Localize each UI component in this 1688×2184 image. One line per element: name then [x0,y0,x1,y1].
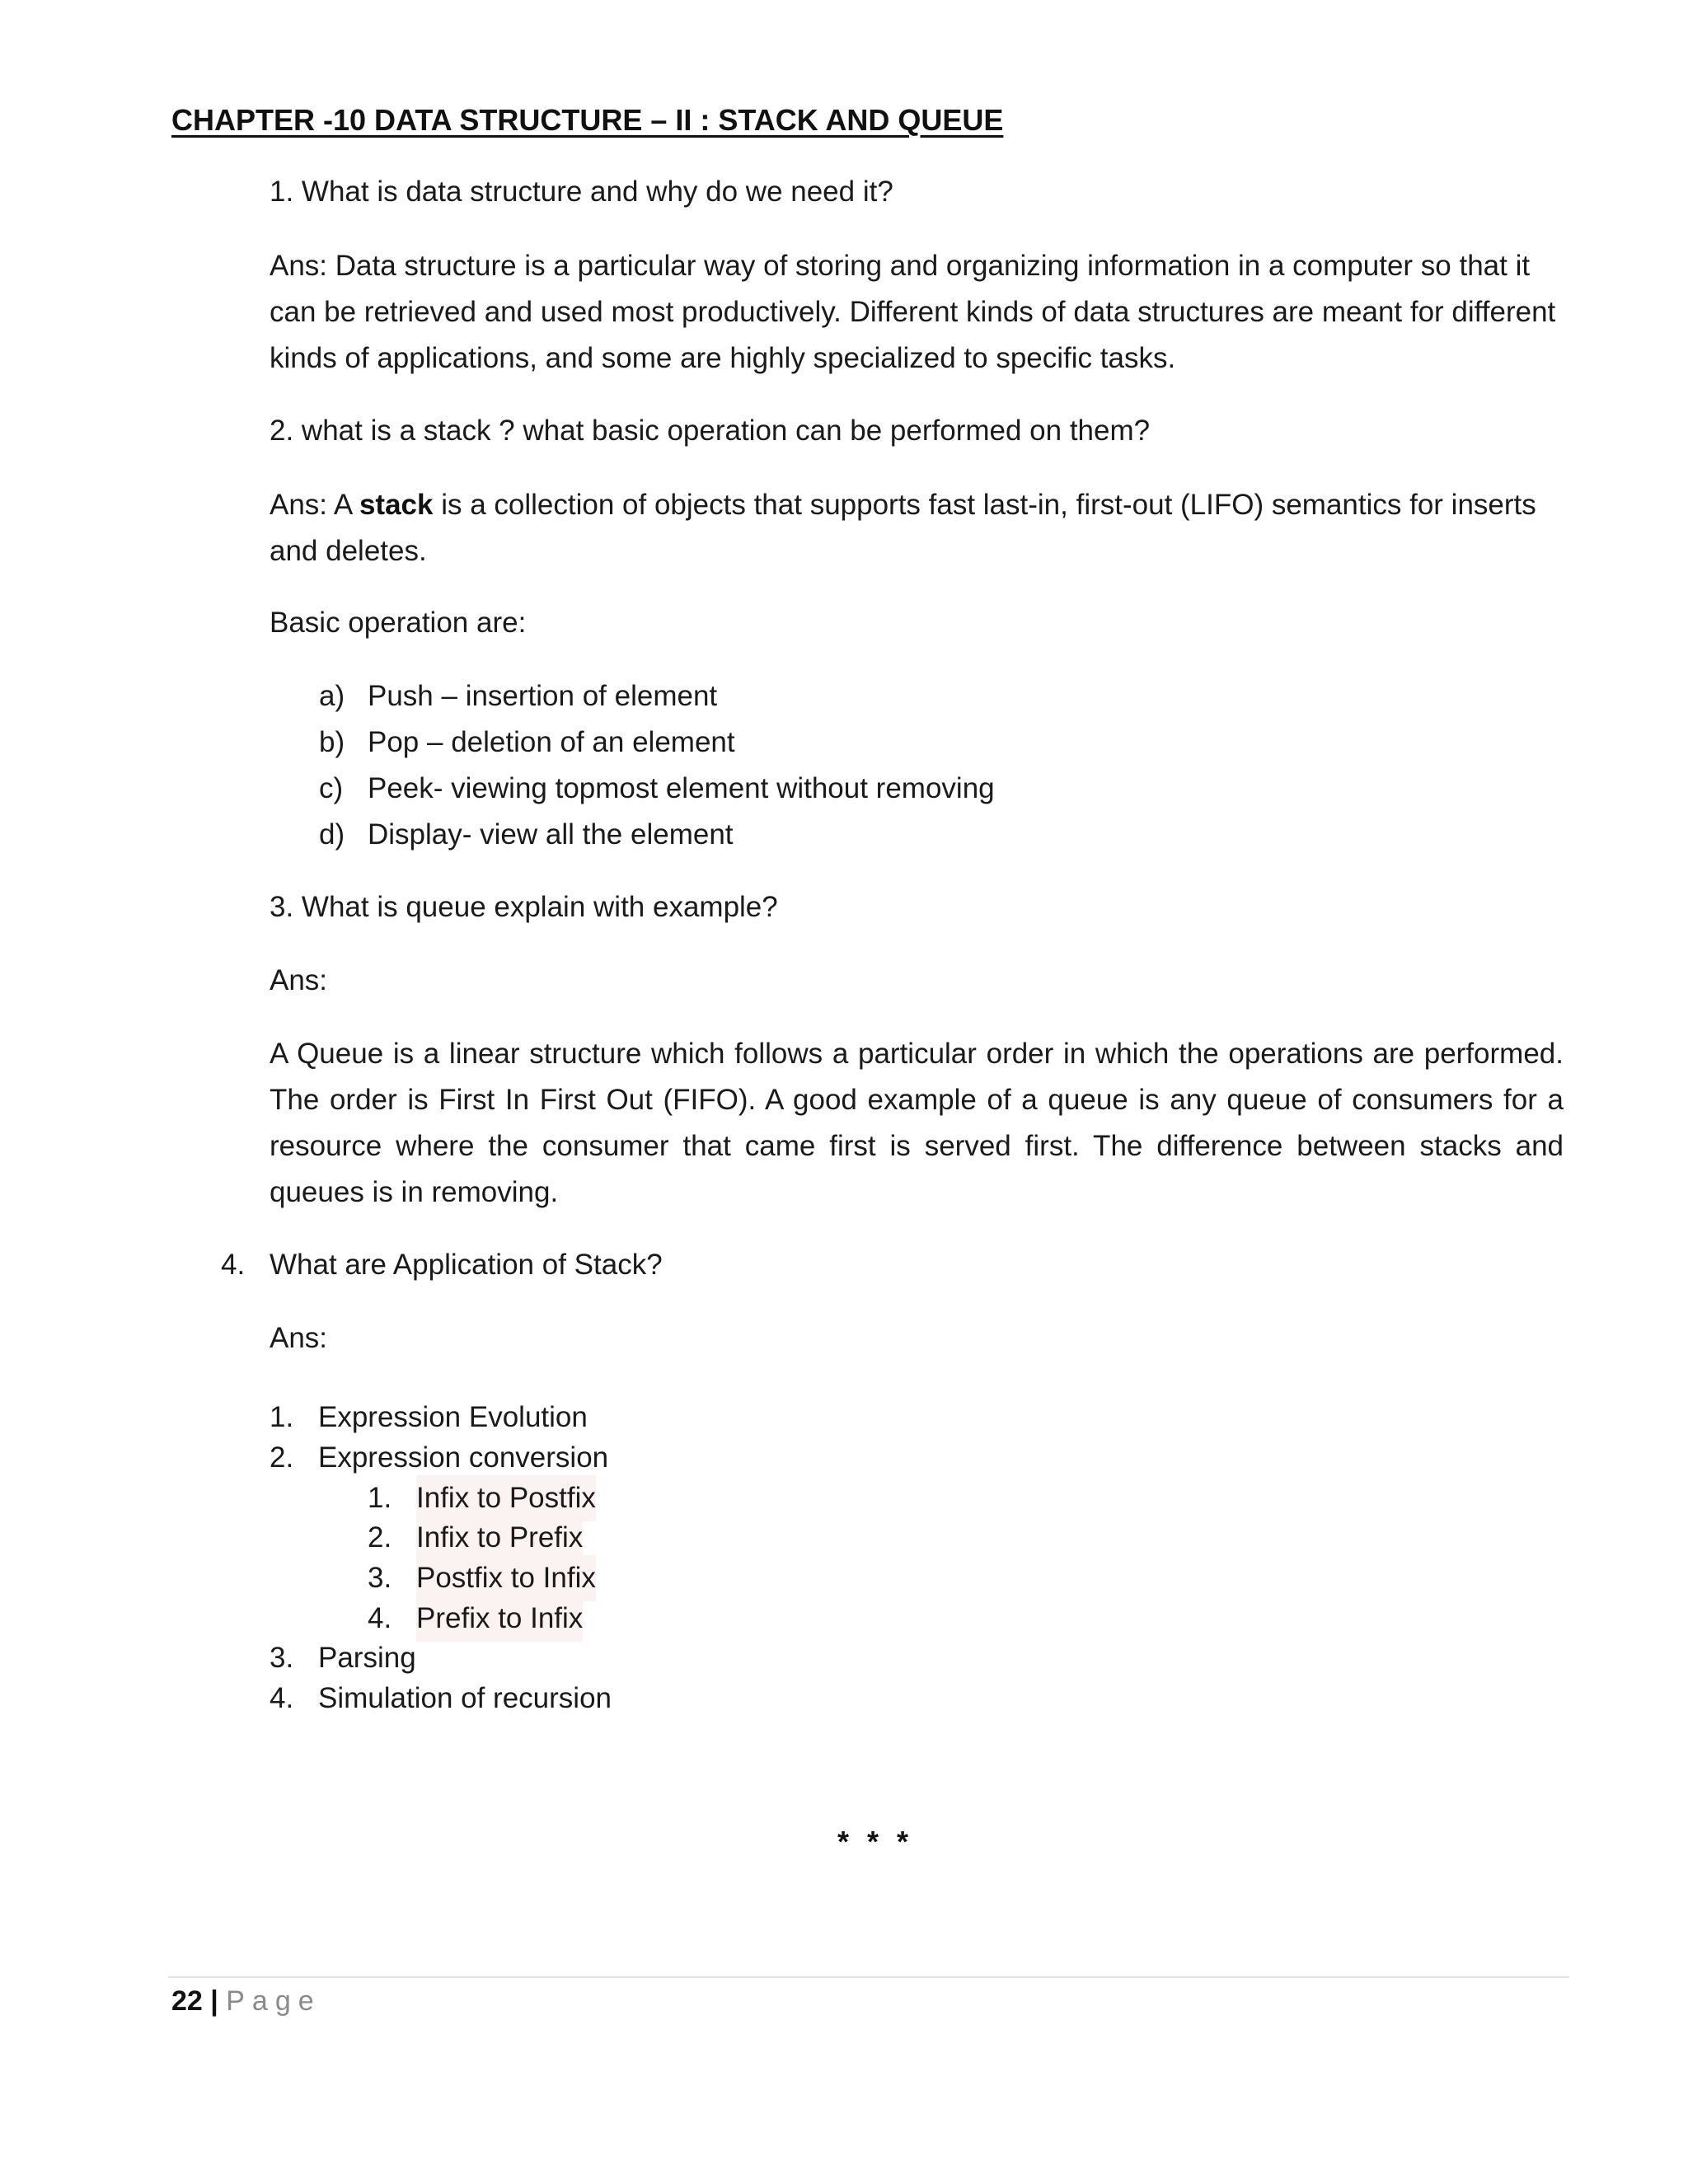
question-1: 1. What is data structure and why do we need it? [270,176,893,208]
operation-display: Display- view all the element [368,818,734,851]
page-number: 22 [171,1985,203,2017]
sub-item-label: 1. [368,1482,392,1514]
page-footer [171,1978,321,2024]
operation-label: c) [319,772,344,804]
answer-1: Ans: Data structure is a particular way of storing and organizing information in a computer so that it can be retrieved and used most productively. Different kinds of data structures are meant for different kinds of applications, and some are highly specialized to specific tasks. [270,250,1556,374]
operation-label: b) [319,726,345,758]
list-item-label: 1. [270,1401,294,1433]
list-item: Expression conversion [318,1441,609,1474]
answer-3: A Queue is a linear structure which follows a particular order in which the operations are performed. The order is First In First Out (FIFO). A good example of a queue is any queue of consumers for a resource where the consumer that came first is served first. The difference between stacks and queues is in removing. [270,1038,1564,1208]
chapter-title: CHAPTER -10 DATA STRUCTURE – II : STACK AND QUEUE [171,103,1004,137]
question-4-number: 4. [221,1249,246,1281]
list-item: Expression Evolution [318,1401,588,1433]
sub-item: Postfix to Infix [416,1555,596,1601]
sub-item: Infix to Postfix [416,1475,596,1521]
list-item-label: 2. [270,1441,294,1474]
answer-4-label: Ans: [270,1322,328,1354]
list-item: Parsing [318,1642,416,1674]
footer-separator: | [210,1985,218,2017]
list-item-label: 4. [270,1682,294,1714]
operations-heading: Basic operation are: [270,607,527,639]
question-4: What are Application of Stack? [270,1249,663,1281]
footer-divider [168,1976,1569,1978]
operation-peek: Peek- viewing topmost element without removing [368,772,995,804]
operation-label: d) [319,818,345,851]
answer-2-keyword: stack [359,489,434,521]
list-item-label: 3. [270,1642,294,1674]
sub-item: Prefix to Infix [416,1596,583,1642]
question-3: 3. What is queue explain with example? [270,891,778,923]
operation-label: a) [319,680,345,712]
answer-2-rest: is a collection of objects that supports fast last-in, first-out (LIFO) semantics for inserts and deletes. [270,489,1536,567]
answer-2 [270,482,1564,574]
sub-item-label: 2. [368,1521,392,1554]
sub-item: Infix to Prefix [416,1515,583,1561]
answer-2-prefix: Ans: A [270,489,359,521]
list-item: Simulation of recursion [318,1682,612,1714]
operation-push: Push – insertion of element [368,680,718,712]
sub-item-label: 3. [368,1562,392,1594]
sub-item-label: 4. [368,1602,392,1634]
operation-pop: Pop – deletion of an element [368,726,735,758]
page-label: Page [226,1985,321,2017]
answer-3-label: Ans: [270,964,328,996]
end-mark: * * * [837,1825,914,1858]
question-2: 2. what is a stack ? what basic operation can be performed on them? [270,415,1151,447]
